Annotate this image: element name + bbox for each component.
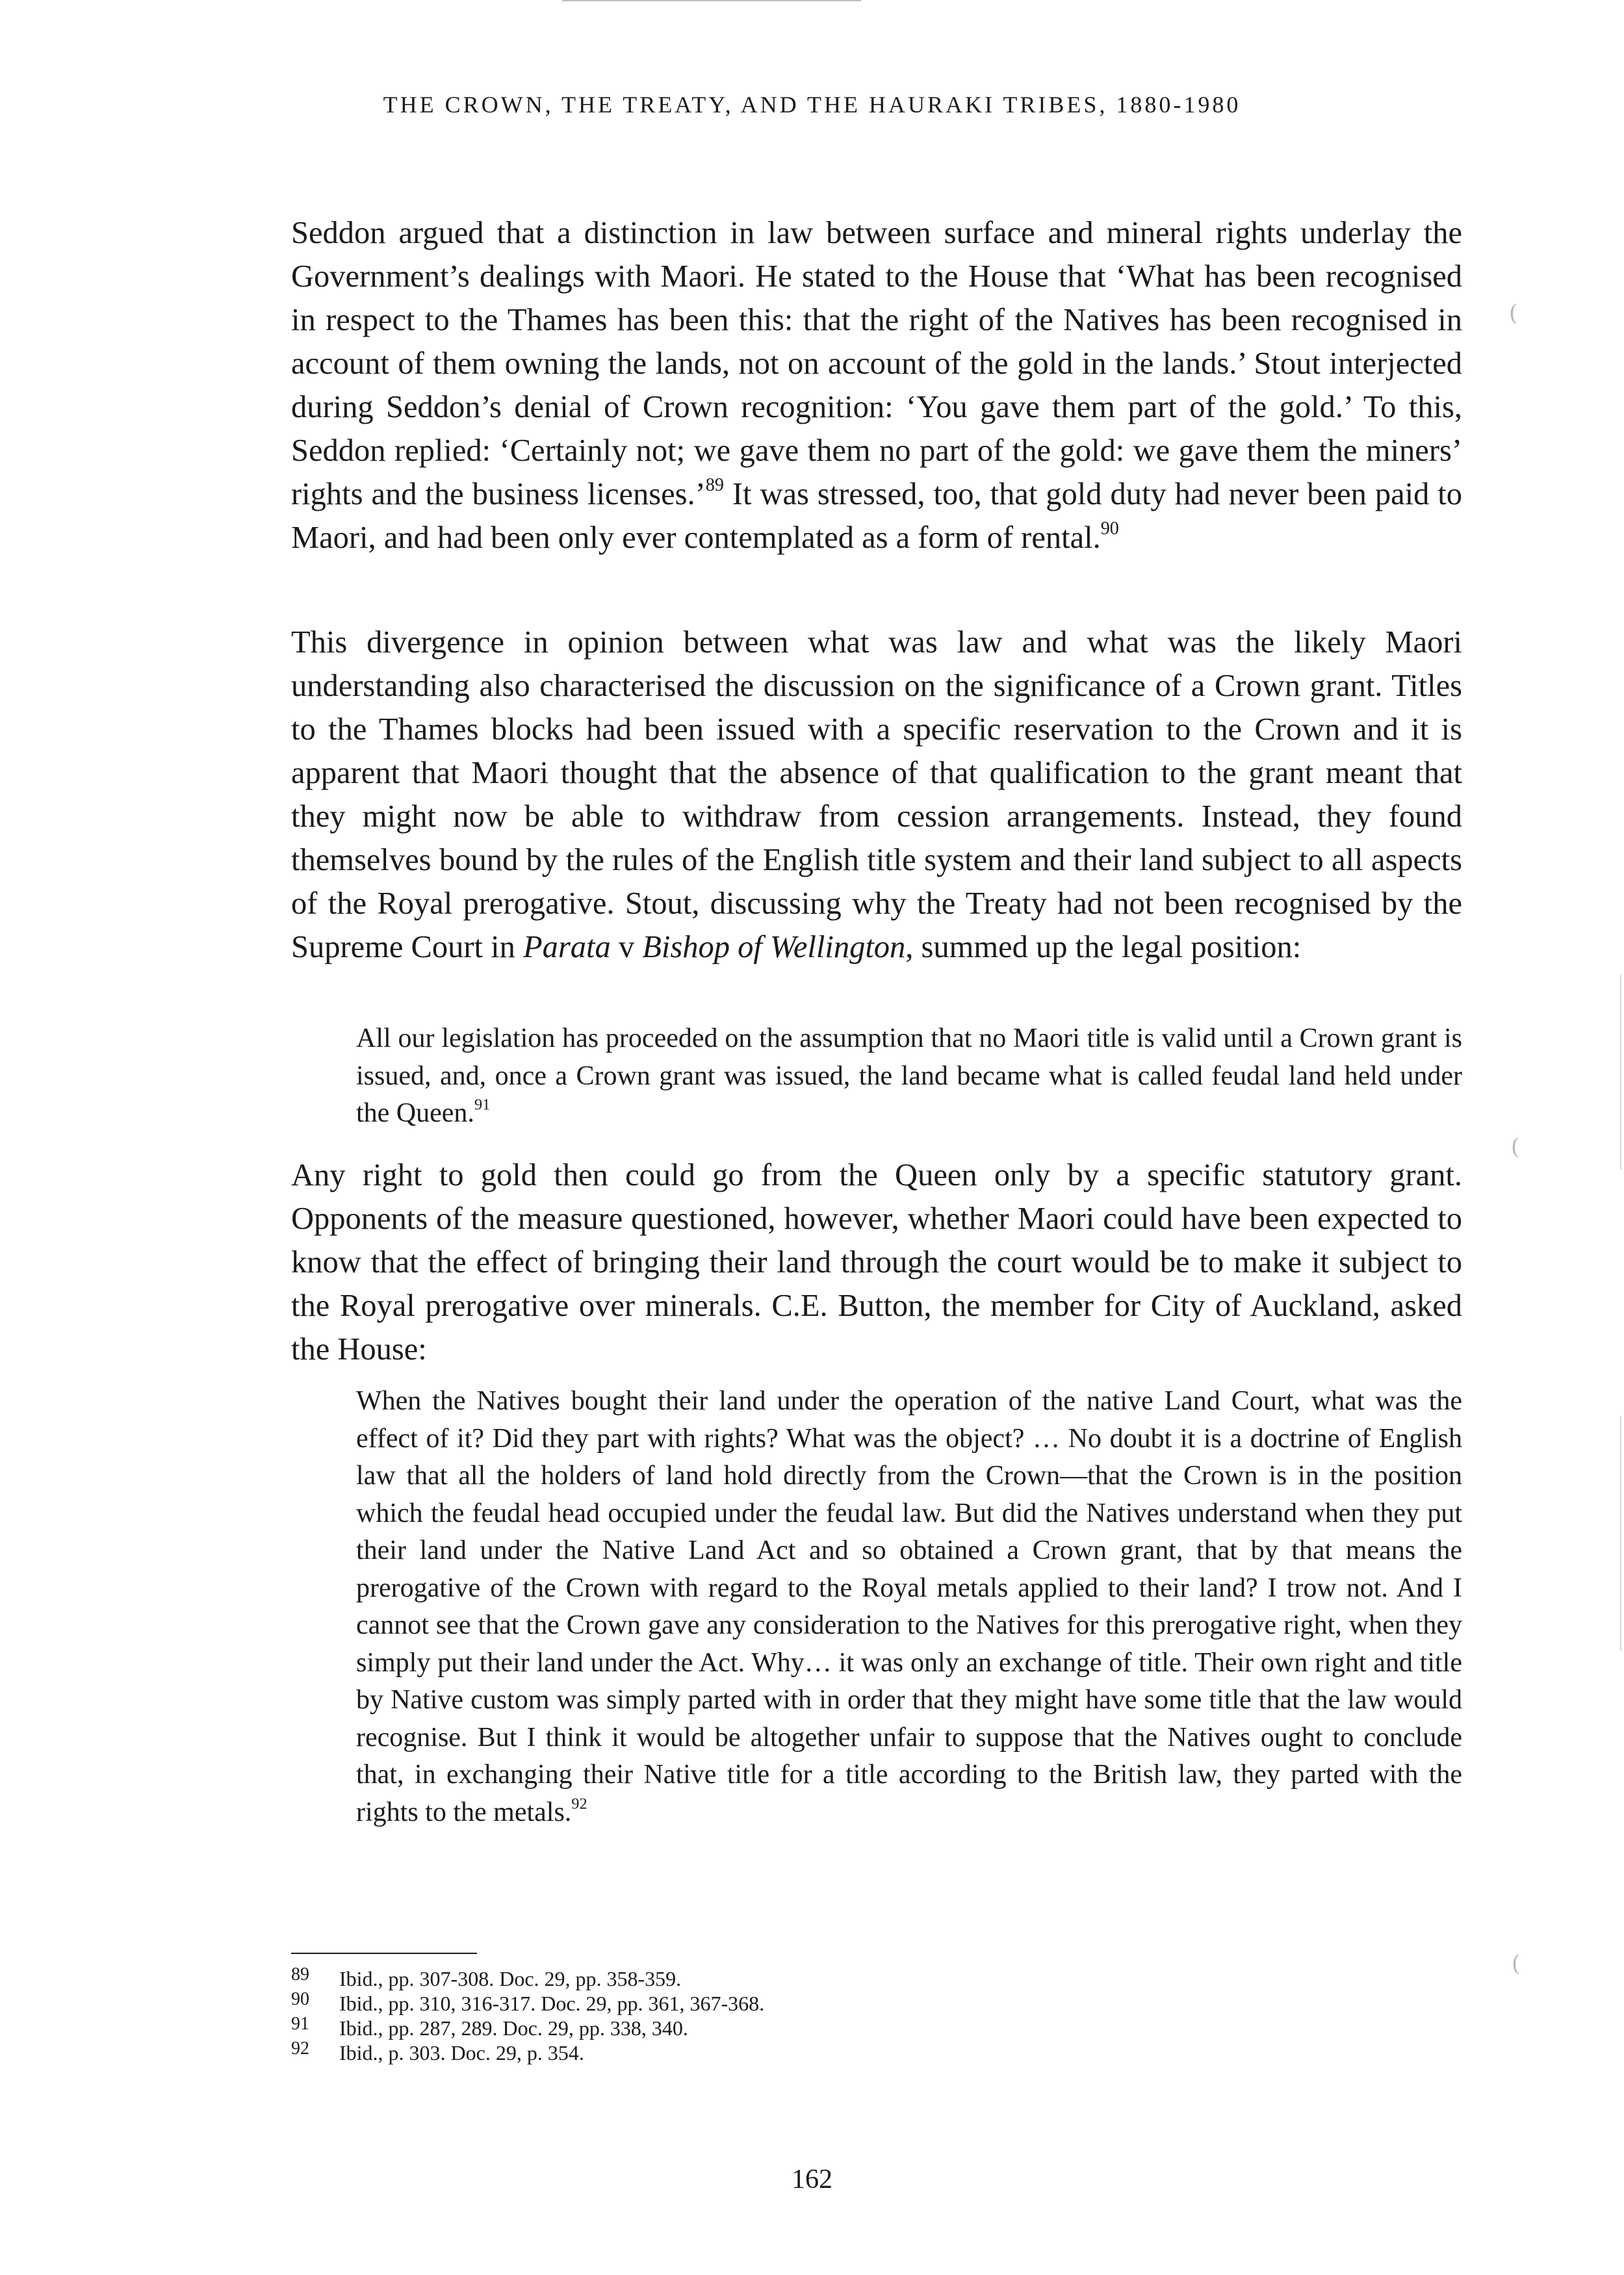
block-quote-button — [356, 1383, 1462, 1831]
footnote-number: 92 — [291, 2038, 309, 2059]
paragraph-3-text: Any right to gold then could go from the Queen only by a specific statutory grant. Opponents of the measure questioned, however, whether Maori could have been expected to know that the effect of bringing their land through the court would be to make it subject to the Royal prerogative over minerals. C.E. Button, the member for City of Auckland, asked the House: — [291, 1158, 1462, 1367]
footnote-ref-90: 90 — [1100, 518, 1119, 539]
footnote-90 — [291, 1991, 1266, 2016]
footnote-91 — [291, 2016, 1266, 2040]
footnote-text: Ibid., pp. 287, 289. Doc. 29, pp. 338, 340. — [339, 2016, 688, 2040]
paragraph-2 — [291, 621, 1462, 969]
footnote-ref-89: 89 — [705, 474, 724, 495]
paragraph-2-text: This divergence in opinion between what was law and what was the likely Maori understanding also characterised the discussion on the significance of a Crown grant. Titles to the Thames blocks had been issued with a specific reservation to the Crown and it is apparent that Maori thought that the absence of that qualification to the grant meant that they might now be able to withdraw from cession arrangements. Instead, they found themselves bound by the rules of the English title system and their land subject to all aspects of the Royal prerogative. Stout, discussing why the Treaty had not been recognised by the Supreme Court in — [291, 625, 1462, 964]
footnote-rule — [291, 1953, 477, 1954]
scan-top-rule — [562, 0, 861, 1]
footnote-number: 91 — [291, 2014, 309, 2034]
footnote-number: 90 — [291, 1989, 309, 2009]
scan-edge-line — [1620, 1417, 1621, 1651]
paragraph-2-end: , summed up the legal position: — [905, 930, 1302, 964]
paragraph-1-text: Seddon argued that a distinction in law between surface and mineral rights underlay the Government’s dealings with Maori. He stated to the House that ‘What has been recognised in respect to the Thames has been this: that the right of the Natives has been recognised in account of them owning the lands, not on account of the gold in the lands.’ Stout interjected during Seddon’s denial of Crown recognition: ‘You gave them part of the gold.’ To this, Seddon replied: ‘Certainly not; we gave them no part of the gold: we gave them the miners’ rights and the business licenses.’ — [291, 216, 1462, 511]
scan-edge-line — [1620, 975, 1621, 1170]
block-quote-stout — [356, 1020, 1462, 1133]
footnotes — [291, 1966, 1266, 2065]
footnote-92 — [291, 2040, 1266, 2065]
footnote-ref-92: 92 — [571, 1795, 587, 1813]
footnote-89 — [291, 1966, 1266, 1991]
footnote-text: Ibid., p. 303. Doc. 29, p. 354. — [339, 2041, 584, 2064]
paragraph-1-text-b: It was stressed, too, that gold duty had never been paid to Maori, and had been only ever contemplated as a form of rental. — [291, 477, 1463, 555]
scan-artifact-mark: ( — [1509, 300, 1518, 326]
block-quote-stout-text: All our legislation has proceeded on the assumption that no Maori title is valid until a Crown grant is issued, and, once a Crown grant was issued, the land became what is called feudal land held under the Queen. — [356, 1023, 1462, 1128]
page-number: 162 — [792, 2165, 832, 2194]
scan-artifact-mark: ( — [1511, 1134, 1520, 1160]
footnote-ref-91: 91 — [474, 1096, 491, 1114]
footnote-text: Ibid., pp. 310, 316-317. Doc. 29, pp. 361, 367-368. — [339, 1992, 765, 2015]
case-v: v — [610, 930, 643, 964]
footnote-text: Ibid., pp. 307-308. Doc. 29, pp. 358-359. — [339, 1967, 682, 1990]
footnote-number: 89 — [291, 1964, 309, 1985]
case-name-bishop: Bishop of Wellington — [642, 930, 906, 964]
scan-artifact-mark: ( — [1512, 1951, 1521, 1977]
paragraph-3 — [291, 1153, 1462, 1371]
paragraph-1 — [291, 211, 1462, 559]
case-name-parata: Parata — [522, 930, 611, 964]
block-quote-button-text: When the Natives bought their land under the operation of the native Land Court, what was the effect of it? Did they part with rights? What was the object? … No doubt it is a doctrine of English law that all the holders of land hold directly from the Crown—that the Crown is in the position which the feudal head occupied under the feudal law. But did the Natives understand when they put their land under the Native Land Act and so obtained a Crown grant, that by that means the prerogative of the Crown with regard to the Royal metals applied to their land? I trow not. And I cannot see that the Crown gave any consideration to the Natives for this prerogative right, when they simply put their land under the Act. Why… it was only an exchange of title. Their own right and title by Native custom was simply parted with in order that they might have some title that the law would recognise. But I think it would be altogether unfair to suppose that the Natives ought to conclude that, in exchanging their Native title for a title according to the British law, they parted with the rights to the metals. — [356, 1386, 1462, 1827]
running-head: THE CROWN, THE TREATY, AND THE HAURAKI TRIBES, 1880-1980 — [383, 92, 1241, 118]
